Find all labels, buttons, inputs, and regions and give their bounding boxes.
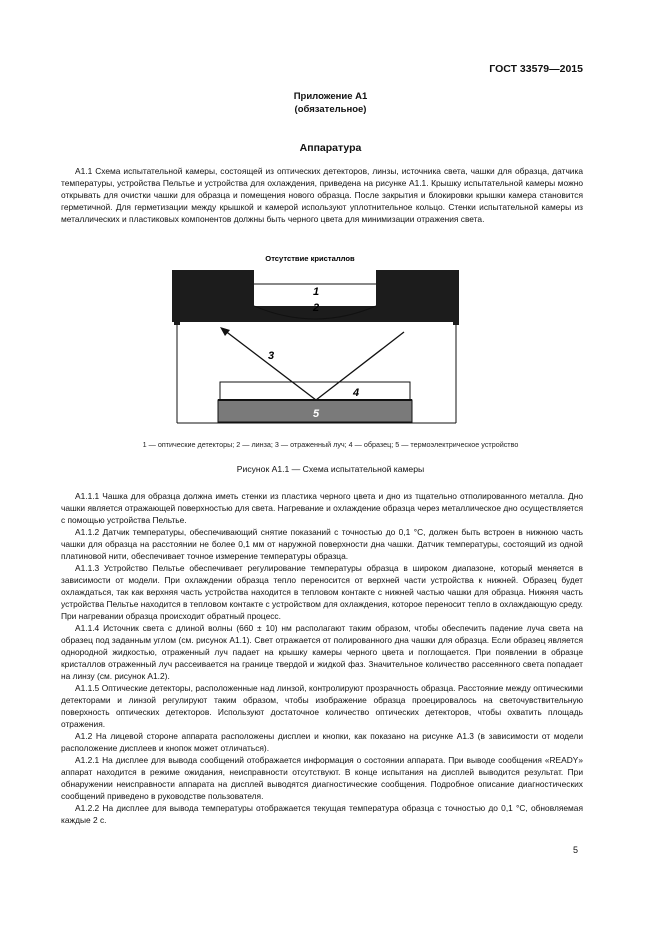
label-4: 4 <box>352 387 360 399</box>
page-number: 5 <box>572 845 578 855</box>
paragraph-a1-1-5: А1.1.5 Оптические детекторы, расположенные над линзой, контролируют прозрачность образца. Расстояние между оптическими детекторами и линзой регулируют таким образом, чтобы изображение образца проецировалось на светочувствительную поверхность оптических детекторов. Используют достаточное количество оптических детекторов, чтобы охватить площадь отражения. <box>61 683 583 729</box>
sample <box>220 382 410 400</box>
paragraph-a1-2: А1.2 На лицевой стороне аппарата расположены дисплеи и кнопки, как показано на рисунке А1.3 (в зависимости от модели расположение дисплеев и кнопок может отличаться). <box>61 731 583 753</box>
appendix-status: (обязательное) <box>294 104 367 115</box>
figure-caption: Рисунок А1.1 — Схема испытательной камеры <box>236 464 425 474</box>
figure-top-label: Отсутствие кристаллов <box>265 254 355 263</box>
ray-arrowhead <box>220 327 230 336</box>
section-title: Аппаратура <box>299 142 362 154</box>
label-2: 2 <box>312 302 320 314</box>
label-3: 3 <box>267 350 275 362</box>
intro-paragraph-block <box>61 165 583 225</box>
label-1: 1 <box>312 286 320 298</box>
right-seal <box>453 321 459 325</box>
label-5: 5 <box>312 408 320 420</box>
figure-legend: 1 — оптические детекторы; 2 — линза; 3 — отраженный луч; 4 — образец; 5 — термоэлектрическое устройство <box>142 440 519 449</box>
paragraph-a1-1-2: А1.1.2 Датчик температуры, обеспечивающий снятие показаний с точностью до 0,1 °С, должен быть встроен в нижнюю часть чашки для образца на расстоянии не более 0,1 мм от наружной поверхности дна чашки. Датчик температуры, состоящий из одной платиновой нити, обеспечивает точное измерение температуры образца. <box>61 527 583 561</box>
paragraph-a1-2-2: А1.2.2 На дисплее для вывода температуры отображается текущая температура образца с точностью до 0,1 °С, обновляемая каждые 2 с. <box>61 803 583 825</box>
paragraph-a1-1-1: А1.1.1 Чашка для образца должна иметь стенки из пластика черного цвета и дно из тщательно отполированного металла. Дно чашки является отражающей поверхностью для света. Нагревание и охлаждение образца через металлическое дно осуществляется с помощью устройства Пельтье. <box>61 491 583 525</box>
paragraph-a1-1-4: А1.1.4 Источник света с длиной волны (660 ± 10) нм располагают таким образом, чтобы обеспечить падение луча света на образец под заданным углом (см. рисунок А1.1). Свет отражается от полированного дна чашки для образца. Если образец является однородной жидкостью, отраженный луч падает на крышку камеры черного цвета и поглощается. При появлении в образце кристаллов отраженный луч рассеивается на границе твердой и жидкой фаз. Значительное количество рассеянного света попадает на линзу (см. рисунок А1.2). <box>61 623 583 681</box>
left-seal <box>174 321 180 325</box>
appendix-title: Приложение А1 <box>293 91 368 102</box>
paragraph-a1-2-1: А1.2.1 На дисплее для вывода сообщений отображается информация о состоянии аппарата. При выводе сообщения «READY» аппарат находится в режиме ожидания, неисправности отсутствуют. В конце испытания на дисплей выводится результат. При обнаружении неисправности аппарата на дисплей выводятся диагностические сообщения. Подробное описание диагностических сообщений приведено в руководстве пользователя. <box>61 755 583 801</box>
paragraph-a1-1: А1.1 Схема испытательной камеры, состоящей из оптических детекторов, линзы, источника света, чашки для образца, датчика температуры, устройства Пельтье и устройства для охлаждения, приведена на рисунке А1.1. Крышку испытательной камеры можно открывать для очистки чашки для образца и помещения нового образца. После закрытия и блокировки крышки камера становится герметичной. Для герметизации между крышкой и камерой используют уплотнительное кольцо. Стенки испытательной камеры из металлических и пластиковых компонентов должны быть черного цвета для минимизации отражения света. <box>61 166 583 224</box>
standard-number: ГОСТ 33579—2015 <box>489 63 583 75</box>
test-chamber-figure <box>150 248 470 434</box>
body-text <box>61 490 583 826</box>
paragraph-a1-1-3: А1.1.3 Устройство Пельтье обеспечивает регулирование температуры образца в широком диапазоне, который меняется в зависимости от модели. При охлаждении образца тепло переносится от верхней части устройства к нижней. Образец будет охлаждаться, так как верхняя часть устройства находится в тепловом контакте с нижней частью чашки для образца. Нижняя часть устройства Пельтье находится в тепловом контакте с устройством для охлаждения, которое переносит тепло в охлаждающую среду. При нагревании образца происходит обратный процесс. <box>61 563 583 621</box>
